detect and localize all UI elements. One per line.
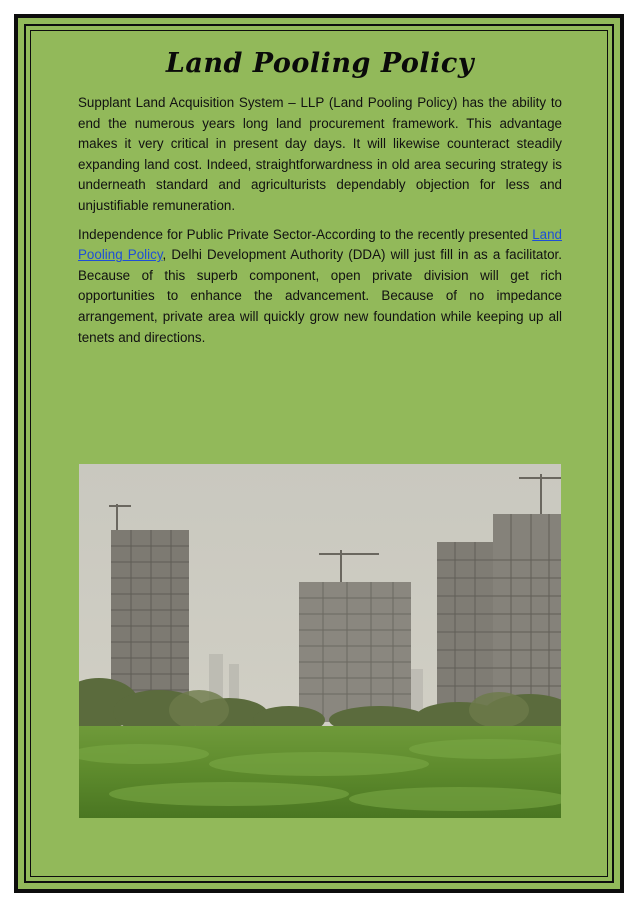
- paragraph-2: [78, 225, 562, 349]
- paragraph-1: Supplant Land Acquisition System – LLP (Land Pooling Policy) has the ability to end the numerous years long land procurement framework. This advantage makes it very critical in present day days. It will likewise counteract steadily expanding land cost. Indeed, straightforwardness in old area securing strategy is underneath standard and agriculturists dependably objection for less and unjustifiable remuneration.: [78, 95, 562, 213]
- paragraph-2-text-after: , Delhi Development Authority (DDA) will just fill in as a facilitator. Because of this superb component, open private division will get rich opportunities to enhance the advancement. Because of no impedance arrangement, private area will quickly grow new foundation while keeping up all tenets and directions.: [78, 247, 562, 345]
- page-title: Land Pooling Policy: [165, 48, 475, 79]
- land-pooling-policy-link[interactable]: Land Pooling Policy: [78, 226, 562, 263]
- paragraph-2-text-before: Independence for Public Private Sector-According to the recently presented: [78, 226, 533, 242]
- construction-photo: [79, 464, 561, 818]
- construction-photo-illustration: [79, 464, 561, 818]
- document-body: [78, 48, 562, 356]
